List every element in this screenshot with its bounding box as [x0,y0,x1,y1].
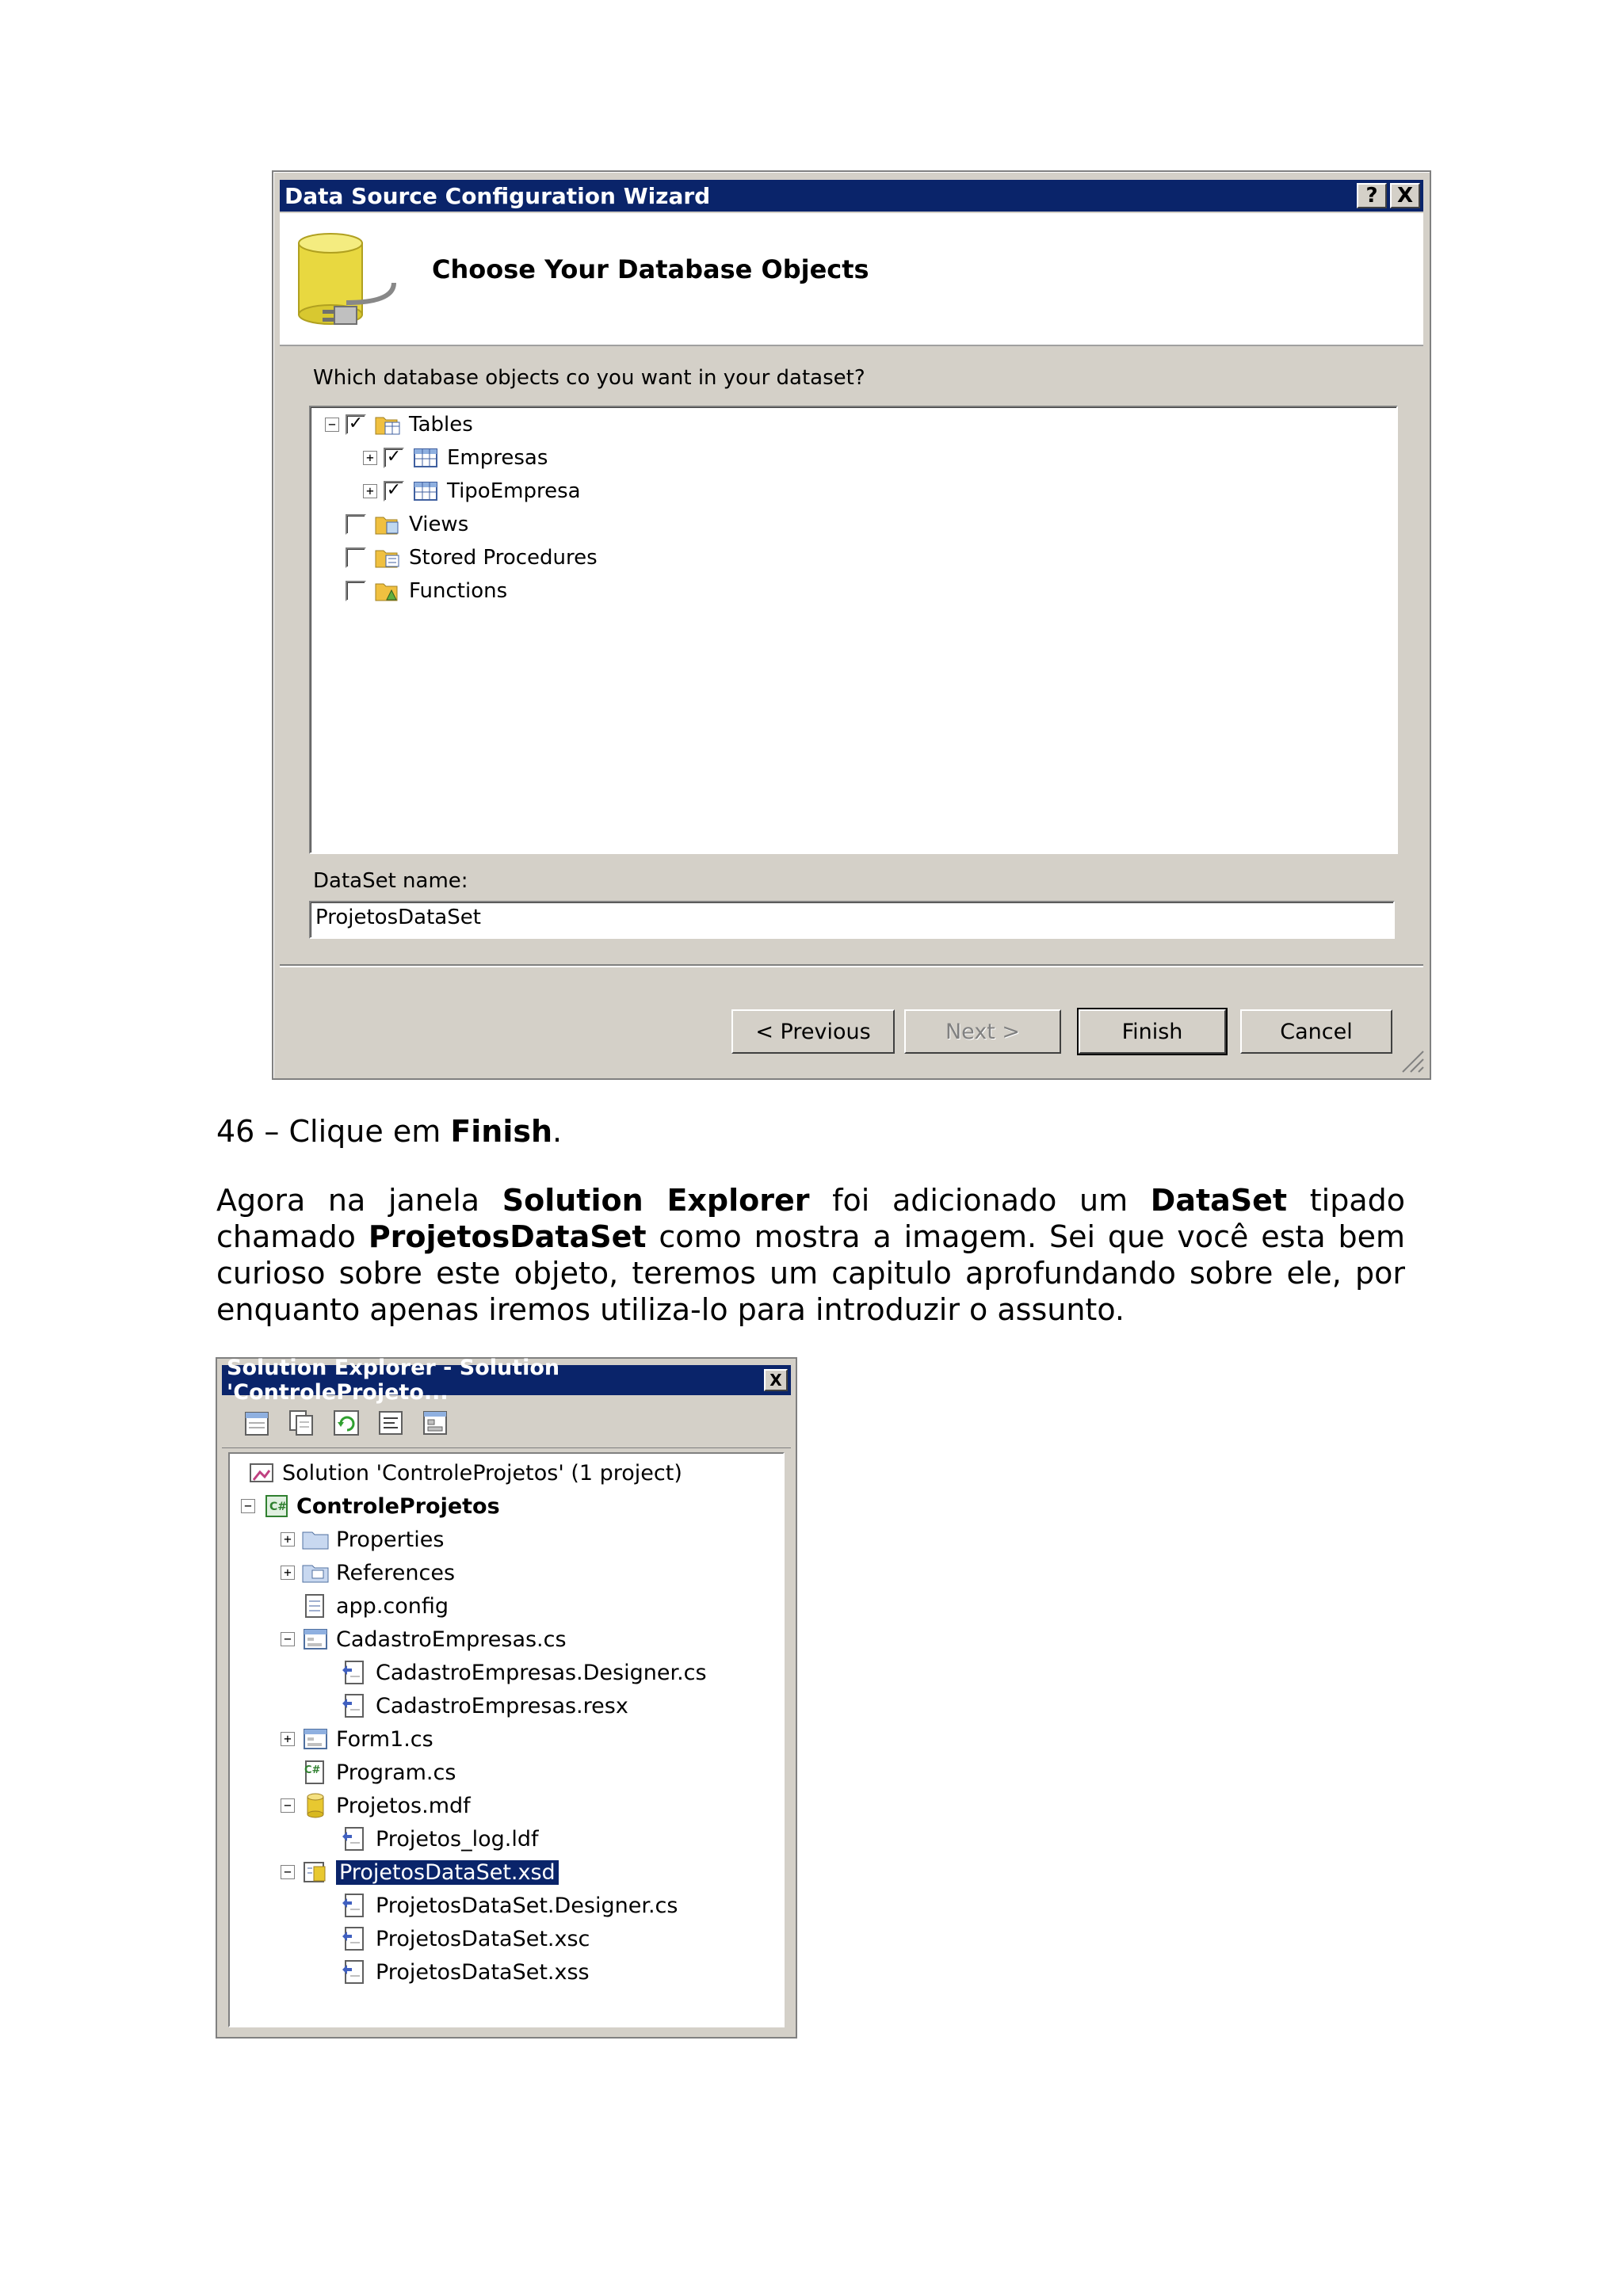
previous-button[interactable]: < Previous [731,1009,895,1054]
tipoempresa-checkbox[interactable]: ✓ [384,481,404,502]
tree-item-label: ProjetosDataSet.Designer.cs [376,1893,678,1918]
config-file-icon [301,1592,330,1619]
tree-item-label: Views [409,513,469,536]
views-folder-icon [374,513,401,536]
tree-item-label: Empresas [447,446,548,470]
tree-item-label: Program.cs [336,1760,456,1785]
dataset-name-label: DataSet name: [313,869,468,893]
tree-item-views[interactable] [346,509,468,540]
tree-item-label: Properties [336,1527,445,1552]
tree-item-projetosdataset-xss[interactable] [341,1956,590,1988]
tree-item-label: Functions [409,579,508,603]
solution-explorer-title: Solution Explorer - Solution 'ControleProjeto... [227,1356,560,1405]
refresh-icon[interactable] [330,1406,363,1440]
next-button[interactable]: Next > [904,1009,1061,1054]
properties-folder-icon [301,1526,330,1553]
references-folder-icon [301,1559,330,1586]
svg-text:C#: C# [304,1764,321,1776]
csharp-file-icon [301,1759,330,1786]
step-text-end: . [552,1114,563,1149]
tree-item-projetosdataset-xsc[interactable] [341,1923,590,1955]
tree-item-cadastroempresas-cs[interactable] [281,1623,567,1655]
finish-button[interactable]: Finish [1079,1009,1226,1054]
tree-item-label: Form1.cs [336,1726,433,1752]
tree-item-label: References [336,1560,456,1585]
stored-procedures-checkbox[interactable] [346,547,366,568]
tree-item-cadastroempresas-resx[interactable] [341,1690,628,1722]
solution-explorer-window [216,1357,797,2039]
resource-file-icon [341,1692,369,1719]
collapse-toggle[interactable]: − [281,1632,295,1646]
database-file-icon [301,1792,330,1819]
tree-item-label: TipoEmpresa [447,479,581,503]
code-file-icon [341,1659,369,1686]
tree-item-projetosdataset-xsd[interactable] [281,1856,559,1888]
cancel-button[interactable]: Cancel [1240,1009,1392,1054]
solution-icon [247,1459,276,1486]
dataset-name-input[interactable]: ProjetosDataSet [309,901,1395,939]
tree-item-label: CadastroEmpresas.resx [376,1693,628,1718]
tree-item-projetos-log[interactable] [341,1823,539,1855]
expand-toggle[interactable]: + [281,1732,295,1746]
solution-explorer-toolbar [222,1398,791,1448]
objects-question-label: Which database objects co you want in your dataset? [313,366,865,390]
tree-item-tables[interactable] [325,409,473,441]
expand-toggle[interactable]: + [363,451,377,465]
tree-item-stored-procedures[interactable] [346,542,598,574]
solution-tree[interactable] [228,1452,785,2027]
properties-icon[interactable] [241,1406,274,1440]
tables-checkbox[interactable]: ✓ [346,414,366,435]
step-bold-finish: Finish [450,1114,553,1149]
para-bold-dataset: DataSet [1150,1183,1288,1218]
para-text: foi adicionado um [809,1183,1151,1218]
log-file-icon [341,1825,369,1852]
table-icon [412,446,439,470]
tree-item-program-cs[interactable] [301,1756,456,1788]
tree-item-label: Stored Procedures [409,546,598,570]
tree-item-label: app.config [336,1593,449,1619]
show-all-files-icon[interactable] [285,1406,319,1440]
wizard-header [280,213,1423,346]
tree-item-label: ProjetosDataSet.xsc [376,1926,590,1951]
tree-item-project[interactable] [241,1490,500,1522]
wizard-titlebar[interactable] [280,180,1423,212]
tree-item-references[interactable] [281,1557,455,1589]
tree-item-projetos-mdf[interactable] [281,1790,471,1821]
tree-item-label: ControleProjetos [296,1493,500,1519]
step-text: 46 – Clique em [216,1114,451,1149]
csharp-project-icon [262,1493,290,1520]
tree-item-cadastroempresas-designer[interactable] [341,1657,707,1688]
para-text: tipado chamado [216,1183,1405,1254]
close-button[interactable]: X [1390,183,1420,208]
tree-item-app-config[interactable] [301,1590,449,1622]
tree-item-functions[interactable] [346,575,507,607]
dataset-icon [301,1859,330,1886]
expand-toggle[interactable]: + [281,1532,295,1547]
svg-text:C#: C# [269,1501,288,1513]
tree-item-solution[interactable] [247,1457,682,1489]
tree-item-label: CadastroEmpresas.cs [336,1627,567,1652]
tree-item-form1-cs[interactable] [281,1723,433,1755]
tree-item-label: Projetos.mdf [336,1793,471,1818]
collapse-toggle[interactable]: − [325,418,339,432]
para-bold-projetosdataset: ProjetosDataSet [368,1219,647,1254]
database-objects-tree[interactable] [309,406,1398,854]
functions-folder-icon [374,579,401,603]
xml-file-icon [341,1958,369,1985]
tree-item-label: Solution 'ControleProjetos' (1 project) [282,1460,682,1486]
form-file-icon [301,1726,330,1753]
code-file-icon [341,1892,369,1919]
step-46-text [216,1113,1405,1150]
xml-file-icon [341,1925,369,1952]
tree-item-label: Tables [409,413,473,437]
tree-item-tipoempresa[interactable] [363,475,581,507]
view-designer-icon[interactable] [418,1406,452,1440]
resize-grip-icon[interactable] [1396,1045,1425,1074]
database-plug-icon [291,227,410,338]
explanation-paragraph [216,1182,1405,1328]
collapse-toggle[interactable]: − [281,1798,295,1813]
para-bold-solution-explorer: Solution Explorer [502,1183,810,1218]
tree-item-label: CadastroEmpresas.Designer.cs [376,1660,707,1685]
collapse-toggle[interactable]: − [241,1499,255,1513]
expand-toggle[interactable]: + [281,1566,295,1580]
close-button[interactable]: X [764,1369,788,1391]
table-icon [412,479,439,503]
view-code-icon[interactable] [374,1406,407,1440]
functions-checkbox[interactable] [346,581,366,601]
tree-item-label: Projetos_log.ldf [376,1826,539,1852]
views-checkbox[interactable] [346,514,366,535]
wizard-heading: Choose Your Database Objects [432,254,869,284]
para-text: Agora na janela [216,1183,502,1218]
expand-toggle[interactable]: + [363,484,377,498]
tree-item-empresas[interactable] [363,442,548,474]
data-source-wizard-window [272,170,1431,1080]
tree-item-properties[interactable] [281,1524,444,1555]
wizard-title: Data Source Configuration Wizard [285,182,711,209]
procedures-folder-icon [374,546,401,570]
collapse-toggle[interactable]: − [281,1865,295,1879]
solution-explorer-titlebar[interactable] [222,1356,791,1405]
button-separator [280,964,1423,967]
tree-item-label: ProjetosDataSet.xss [376,1959,590,1985]
form-file-icon [301,1626,330,1653]
para-text: como mostra a imagem. Sei que você esta bem curioso sobre este objeto, teremos um capitulo aprofundando sobre ele, por enquanto apenas iremos utiliza-lo para introduzir o assunto. [216,1219,1406,1327]
tree-item-label: ProjetosDataSet.xsd [336,1860,559,1885]
help-button[interactable]: ? [1357,183,1387,208]
tables-folder-icon [374,413,401,437]
tree-item-projetosdataset-designer[interactable] [341,1890,678,1921]
empresas-checkbox[interactable]: ✓ [384,448,404,468]
